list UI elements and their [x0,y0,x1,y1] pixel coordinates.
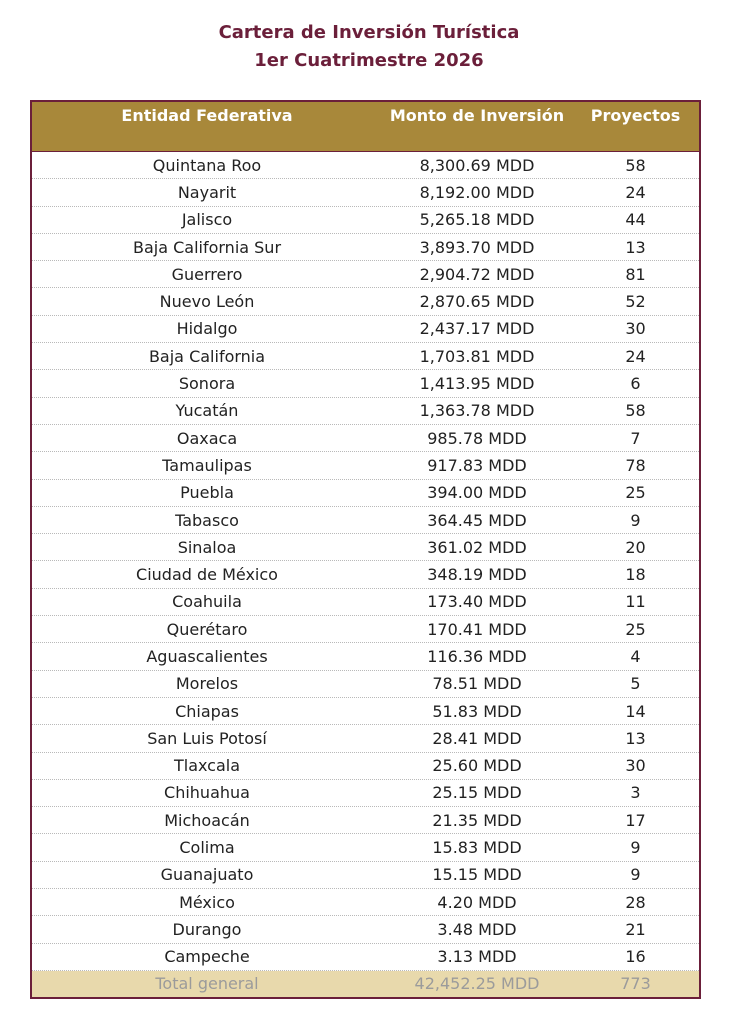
header-amount: Monto de Inversión [389,106,565,125]
table-row [32,343,699,370]
table-row [32,234,699,261]
cell-amount: 25.60 MDD [432,756,522,776]
cell-entity: Quintana Roo [152,155,262,175]
header-entity: Entidad Federativa [121,106,293,125]
table-row [32,561,699,588]
cell-projects: 6 [630,374,641,394]
cell-projects: 9 [630,838,641,858]
cell-amount: 116.36 MDD [427,646,527,666]
cell-entity: Tabasco [175,510,239,530]
total-label: Total general [155,974,259,994]
cell-amount: 170.41 MDD [427,619,527,639]
cell-projects: 3 [630,783,641,803]
cell-projects: 7 [630,428,641,448]
cell-entity: Tamaulipas [162,455,252,475]
cell-amount: 8,192.00 MDD [419,182,535,202]
cell-entity: Nuevo León [159,292,255,312]
cell-amount: 2,870.65 MDD [419,292,535,312]
table-row [32,589,699,616]
cell-amount: 5,265.18 MDD [419,210,535,230]
cell-projects: 24 [625,346,646,366]
cell-entity: Sonora [178,374,236,394]
cell-projects: 9 [630,865,641,885]
cell-amount: 15.83 MDD [432,838,522,858]
table-row [32,398,699,425]
cell-entity: Yucatán [175,401,239,421]
table-row [32,480,699,507]
table-row [32,288,699,315]
cell-entity: Campeche [164,947,250,967]
table-row [32,370,699,397]
cell-amount: 361.02 MDD [427,537,527,557]
cell-entity: San Luis Potosí [147,728,267,748]
cell-projects: 58 [625,155,646,175]
cell-projects: 9 [630,510,641,530]
cell-entity: Colima [179,838,235,858]
cell-entity: Michoacán [164,810,250,830]
table-row [32,425,699,452]
cell-amount: 21.35 MDD [432,810,522,830]
cell-entity: Hidalgo [176,319,238,339]
cell-projects: 16 [625,947,646,967]
table-row [32,616,699,643]
cell-entity: Sinaloa [177,537,237,557]
cell-amount: 51.83 MDD [432,701,522,721]
cell-projects: 78 [625,455,646,475]
cell-entity: Baja California Sur [132,237,282,257]
cell-entity: Chiapas [175,701,239,721]
cell-projects: 30 [625,756,646,776]
cell-amount: 25.15 MDD [432,783,522,803]
cell-amount: 4.20 MDD [437,892,517,912]
header-projects: Proyectos [590,106,681,125]
cell-amount: 985.78 MDD [427,428,527,448]
cell-projects: 20 [625,537,646,557]
table-body [32,152,699,971]
table-row [32,152,699,179]
cell-entity: Querétaro [166,619,248,639]
cell-projects: 5 [630,674,641,694]
cell-amount: 28.41 MDD [432,728,522,748]
investment-table [30,100,701,999]
cell-projects: 13 [625,728,646,748]
table-row [32,207,699,234]
table-row [32,944,699,971]
cell-amount: 348.19 MDD [427,565,527,585]
cell-projects: 18 [625,565,646,585]
total-row [32,971,699,997]
cell-projects: 14 [625,701,646,721]
cell-amount: 1,413.95 MDD [419,374,535,394]
table-row [32,834,699,861]
cell-amount: 3.48 MDD [437,919,517,939]
cell-entity: Puebla [180,483,234,503]
cell-amount: 394.00 MDD [427,483,527,503]
cell-projects: 44 [625,210,646,230]
page-subtitle: 1er Cuatrimestre 2026 [254,50,484,71]
table-row [32,671,699,698]
cell-amount: 8,300.69 MDD [419,155,535,175]
cell-amount: 15.15 MDD [432,865,522,885]
cell-projects: 4 [630,646,641,666]
cell-projects: 52 [625,292,646,312]
cell-amount: 3,893.70 MDD [419,237,535,257]
cell-entity: Chihuahua [164,783,250,803]
cell-entity: Oaxaca [176,428,238,448]
cell-entity: México [179,892,235,912]
table-row [32,725,699,752]
cell-entity: Ciudad de México [136,565,278,585]
cell-projects: 30 [625,319,646,339]
table-row [32,698,699,725]
cell-entity: Morelos [175,674,239,694]
table-row [32,643,699,670]
table-row [32,316,699,343]
cell-entity: Jalisco [181,210,233,230]
cell-amount: 2,904.72 MDD [419,264,535,284]
cell-projects: 24 [625,182,646,202]
cell-projects: 21 [625,919,646,939]
table-row [32,753,699,780]
cell-projects: 17 [625,810,646,830]
cell-amount: 364.45 MDD [427,510,527,530]
total-projects: 773 [620,974,651,994]
table-header [32,102,699,152]
cell-projects: 13 [625,237,646,257]
table-row [32,452,699,479]
table-row [32,807,699,834]
cell-projects: 58 [625,401,646,421]
page-title: Cartera de Inversión Turística [218,22,520,43]
cell-entity: Aguascalientes [146,646,268,666]
cell-entity: Coahuila [172,592,242,612]
cell-amount: 78.51 MDD [432,674,522,694]
table-row [32,261,699,288]
cell-projects: 81 [625,264,646,284]
cell-entity: Guerrero [171,264,243,284]
cell-amount: 2,437.17 MDD [419,319,535,339]
table-row [32,179,699,206]
cell-entity: Durango [172,919,242,939]
table-row [32,780,699,807]
cell-projects: 25 [625,483,646,503]
cell-entity: Guanajuato [160,865,254,885]
cell-entity: Nayarit [177,182,237,202]
cell-amount: 1,703.81 MDD [419,346,535,366]
cell-amount: 173.40 MDD [427,592,527,612]
table-row [32,507,699,534]
cell-projects: 28 [625,892,646,912]
cell-entity: Baja California [148,346,266,366]
table-row [32,916,699,943]
cell-amount: 917.83 MDD [427,455,527,475]
cell-entity: Tlaxcala [173,756,241,776]
table-row [32,889,699,916]
table-row [32,534,699,561]
cell-amount: 3.13 MDD [437,947,517,967]
total-amount: 42,452.25 MDD [414,974,540,994]
cell-projects: 11 [625,592,646,612]
table-row [32,862,699,889]
cell-projects: 25 [625,619,646,639]
cell-amount: 1,363.78 MDD [419,401,535,421]
